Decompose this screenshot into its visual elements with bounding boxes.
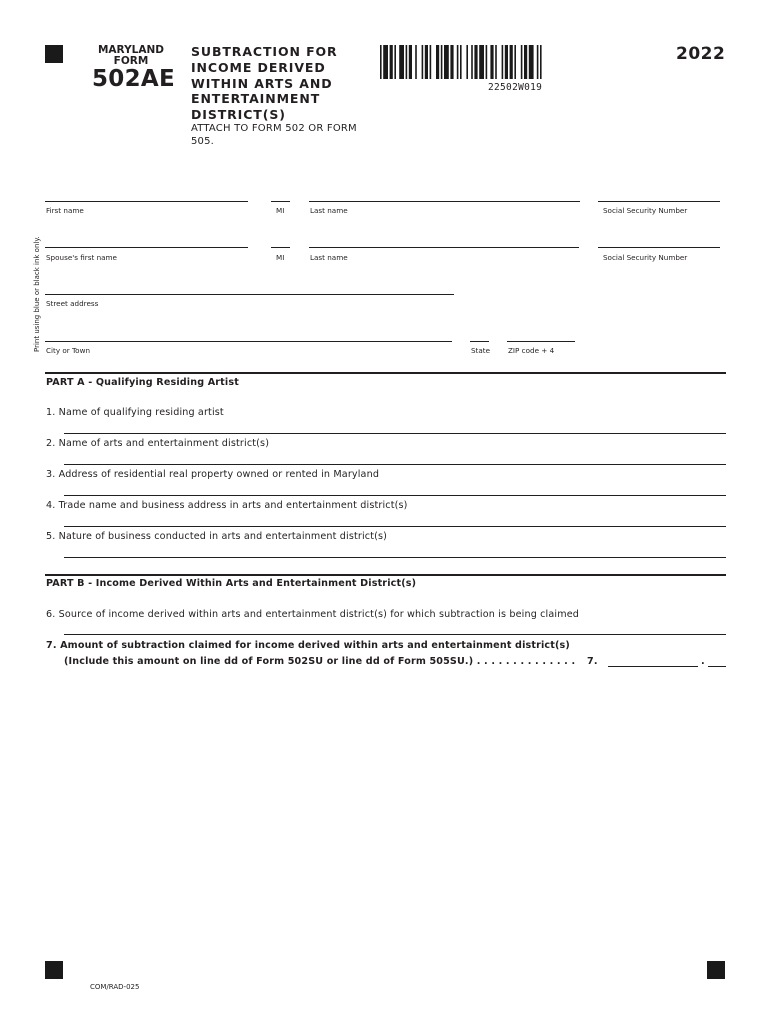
street-address-label: Street address [46, 299, 99, 308]
line-3-field[interactable] [64, 495, 726, 496]
barcode-bar [415, 45, 417, 79]
barcode-bar [537, 45, 539, 79]
line-1-label: 1. Name of qualifying residing artist [46, 407, 224, 418]
first-name-label: First name [46, 206, 84, 215]
form-title: SUBTRACTION FOR INCOME DERIVED WITHIN ARTS AND ENTERTAINMENT DISTRICT(S) [191, 44, 338, 123]
barcode-bar [441, 45, 443, 79]
registration-mark-bottom-left [45, 961, 63, 979]
line-2-field[interactable] [64, 464, 726, 465]
form-number: 502AE [92, 66, 176, 92]
registration-mark-bottom-right [707, 961, 725, 979]
last-name-field[interactable] [309, 201, 580, 202]
zip-field[interactable] [507, 341, 575, 342]
barcode-bar [505, 45, 508, 79]
first-name-field[interactable] [45, 201, 248, 202]
barcode-bar [444, 45, 449, 79]
line-3-label: 3. Address of residential real property owned or rented in Maryland [46, 469, 380, 480]
city-label: City or Town [46, 346, 91, 355]
barcode-bar [495, 45, 497, 79]
barcode-bar [529, 45, 534, 79]
part-a-divider [45, 372, 726, 374]
line-7-dollars-field[interactable] [608, 666, 698, 667]
spouse-first-name-field[interactable] [45, 247, 248, 248]
barcode-bar [406, 45, 408, 79]
barcode-bar [383, 45, 388, 79]
city-field[interactable] [45, 341, 452, 342]
spouse-ssn-label: Social Security Number [603, 253, 688, 262]
line-5-label: 5. Nature of business conducted in arts and entertainment district(s) [46, 531, 388, 542]
barcode-bar [425, 45, 428, 79]
spouse-mi-field[interactable] [271, 247, 290, 248]
part-b-divider [45, 574, 726, 576]
line-1-field[interactable] [64, 433, 726, 434]
tax-year: 2022 [676, 44, 726, 64]
state-field[interactable] [470, 341, 489, 342]
ink-instruction: Print using blue or black ink only. [33, 236, 41, 352]
mi-label: MI [276, 206, 285, 215]
barcode-bar [460, 45, 462, 79]
barcode-bar [514, 45, 516, 79]
line-7-decimal: . [701, 656, 705, 667]
barcode-bar [450, 45, 453, 79]
line-4-label: 4. Trade name and business address in arts and entertainment district(s) [46, 500, 408, 511]
barcode-bar [430, 45, 432, 79]
state-label: State [471, 346, 491, 355]
spouse-last-name-label: Last name [310, 253, 348, 262]
barcode-bar [409, 45, 412, 79]
last-name-label: Last name [310, 206, 348, 215]
barcode-bar [479, 45, 484, 79]
line-7-number: 7. [587, 656, 598, 667]
barcode-bar [510, 45, 513, 79]
barcode-bar [466, 45, 468, 79]
line-7-label: 7. Amount of subtraction claimed for income derived within arts and entertainment district(s) [46, 640, 570, 651]
barcode-bar [399, 45, 404, 79]
spouse-last-name-field[interactable] [309, 247, 579, 248]
barcode-bar [394, 45, 396, 79]
barcode-bar [471, 45, 473, 79]
line-7-cents-field[interactable] [708, 666, 726, 667]
registration-mark-top-left [45, 45, 63, 63]
spouse-first-name-label: Spouse's first name [46, 253, 117, 262]
mi-field[interactable] [271, 201, 290, 202]
line-6-field[interactable] [64, 634, 726, 635]
spouse-ssn-field[interactable] [598, 247, 720, 248]
form-label: FORM [113, 55, 149, 67]
line-2-label: 2. Name of arts and entertainment district(s) [46, 438, 270, 449]
barcode-bar [540, 45, 542, 79]
line-7-instruction: (Include this amount on line dd of Form 502SU or line dd of Form 505SU.) . . . . . . . . . . . . . . [64, 656, 576, 667]
barcode-bar [502, 45, 504, 79]
line-6-label: 6. Source of income derived within arts and entertainment district(s) for which subtraction is being claimed [46, 609, 580, 620]
state-label: MARYLAND FORM [95, 45, 167, 67]
line-5-field[interactable] [64, 557, 726, 558]
form-code: COM/RAD-025 [90, 983, 140, 991]
line-4-field[interactable] [64, 526, 726, 527]
ssn-field[interactable] [598, 201, 720, 202]
barcode-bar [486, 45, 488, 79]
barcode-bar [490, 45, 493, 79]
barcode-bar [390, 45, 393, 79]
attach-instruction: ATTACH TO FORM 502 OR FORM 505. [191, 123, 357, 147]
barcode-bar [524, 45, 527, 79]
barcode-bar [436, 45, 439, 79]
spouse-mi-label: MI [276, 253, 285, 262]
barcode-bar [474, 45, 477, 79]
zip-label: ZIP code + 4 [508, 346, 555, 355]
ssn-label: Social Security Number [603, 206, 688, 215]
street-address-field[interactable] [45, 294, 454, 295]
barcode [380, 45, 655, 79]
barcode-bar [521, 45, 523, 79]
barcode-bar [457, 45, 459, 79]
barcode-bar [380, 45, 382, 79]
part-a-heading: PART A - Qualifying Residing Artist [46, 377, 239, 388]
barcode-bar [422, 45, 424, 79]
barcode-number: 22502W019 [488, 82, 543, 93]
part-b-heading: PART B - Income Derived Within Arts and Entertainment District(s) [46, 578, 417, 589]
